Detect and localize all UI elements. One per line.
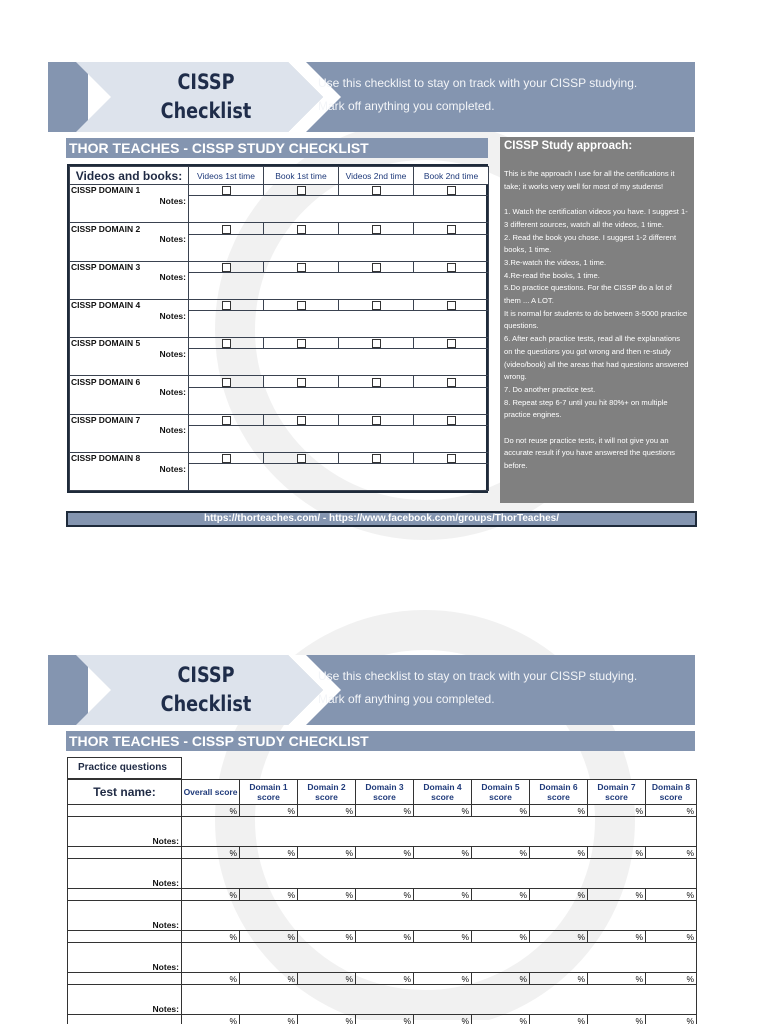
notes-field[interactable] xyxy=(189,311,489,338)
score-field[interactable]: % xyxy=(414,973,472,985)
score-field[interactable]: % xyxy=(588,805,646,817)
col-header: Videos 2nd time xyxy=(339,167,414,185)
score-field[interactable]: % xyxy=(472,889,530,901)
domain-label: CISSP DOMAIN 1 xyxy=(70,185,189,196)
domain-label: CISSP DOMAIN 8 xyxy=(70,452,189,463)
checkbox[interactable] xyxy=(372,339,381,348)
checkbox[interactable] xyxy=(372,378,381,387)
score-field[interactable]: % xyxy=(356,805,414,817)
col-header: Book 2nd time xyxy=(414,167,489,185)
notes-row xyxy=(68,943,697,973)
test-name-field[interactable] xyxy=(68,931,182,943)
domain-row xyxy=(70,261,489,272)
section-title: THOR TEACHES - CISSP STUDY CHECKLIST xyxy=(66,138,488,158)
checkbox[interactable] xyxy=(222,416,231,425)
col-header: Videos 1st time xyxy=(189,167,264,185)
domain-label: CISSP DOMAIN 5 xyxy=(70,338,189,349)
notes-field[interactable] xyxy=(182,901,697,931)
checkbox[interactable] xyxy=(222,225,231,234)
score-field[interactable]: % xyxy=(298,889,356,901)
checkbox[interactable] xyxy=(372,225,381,234)
score-field[interactable]: % xyxy=(646,805,697,817)
notes-field[interactable] xyxy=(182,943,697,973)
notes-label: Notes: xyxy=(70,464,189,491)
score-field[interactable]: % xyxy=(414,1015,472,1024)
domain-label: CISSP DOMAIN 2 xyxy=(70,223,189,234)
score-field[interactable]: % xyxy=(588,847,646,859)
score-field[interactable]: % xyxy=(588,973,646,985)
banner-title: CISSP Checklist xyxy=(160,663,252,716)
score-field[interactable]: % xyxy=(298,931,356,943)
score-field[interactable]: % xyxy=(356,1015,414,1024)
score-field[interactable]: % xyxy=(646,931,697,943)
score-field[interactable]: % xyxy=(472,1015,530,1024)
score-field[interactable]: % xyxy=(530,889,588,901)
score-field[interactable]: % xyxy=(414,805,472,817)
notes-label: Notes: xyxy=(68,985,182,1015)
notes-label: Notes: xyxy=(70,272,189,299)
notes-row xyxy=(70,425,489,452)
notes-row xyxy=(70,234,489,261)
notes-field[interactable] xyxy=(189,425,489,452)
score-field[interactable]: % xyxy=(356,931,414,943)
score-field[interactable]: % xyxy=(240,973,298,985)
checkbox[interactable] xyxy=(447,263,456,272)
notes-label: Notes: xyxy=(68,901,182,931)
test-name-field[interactable] xyxy=(68,805,182,817)
notes-field[interactable] xyxy=(182,985,697,1015)
test-row xyxy=(68,973,697,985)
notes-row xyxy=(70,196,489,223)
notes-label: Notes: xyxy=(70,196,189,223)
notes-label: Notes: xyxy=(68,943,182,973)
score-field[interactable]: % xyxy=(646,847,697,859)
banner-title: CISSP Checklist xyxy=(160,70,252,123)
score-field[interactable]: % xyxy=(240,847,298,859)
checkbox[interactable] xyxy=(222,263,231,272)
score-field[interactable]: % xyxy=(530,1015,588,1024)
practice-scores-table xyxy=(67,779,696,1024)
col-header: Overall score xyxy=(182,780,240,805)
col-header: Domain 3 score xyxy=(356,780,414,805)
checkbox[interactable] xyxy=(297,416,306,425)
score-field[interactable]: % xyxy=(182,973,240,985)
score-field[interactable]: % xyxy=(182,931,240,943)
checkbox[interactable] xyxy=(372,454,381,463)
test-row xyxy=(68,931,697,943)
score-field[interactable]: % xyxy=(588,1015,646,1024)
score-field[interactable]: % xyxy=(588,931,646,943)
score-field[interactable]: % xyxy=(414,931,472,943)
score-field[interactable]: % xyxy=(530,847,588,859)
score-field[interactable]: % xyxy=(472,973,530,985)
notes-label: Notes: xyxy=(70,387,189,414)
checkbox[interactable] xyxy=(222,186,231,195)
notes-field[interactable] xyxy=(182,859,697,889)
domain-label: CISSP DOMAIN 6 xyxy=(70,376,189,387)
checkbox[interactable] xyxy=(372,263,381,272)
col-header: Domain 5 score xyxy=(472,780,530,805)
test-name-field[interactable] xyxy=(68,973,182,985)
practice-questions-label: Practice questions xyxy=(67,757,182,779)
score-field[interactable]: % xyxy=(646,889,697,901)
notes-label: Notes: xyxy=(70,234,189,261)
domain-row xyxy=(70,299,489,310)
score-field[interactable]: % xyxy=(472,805,530,817)
test-name-field[interactable] xyxy=(68,847,182,859)
score-field[interactable]: % xyxy=(646,973,697,985)
test-name-header: Test name: xyxy=(68,780,182,805)
checkbox[interactable] xyxy=(297,263,306,272)
notes-field[interactable] xyxy=(182,817,697,847)
test-row xyxy=(68,847,697,859)
banner-subtitle-2: Mark off anything you completed. xyxy=(318,692,495,706)
notes-field[interactable] xyxy=(189,387,489,414)
score-field[interactable]: % xyxy=(530,805,588,817)
checkbox[interactable] xyxy=(222,301,231,310)
notes-label: Notes: xyxy=(70,311,189,338)
banner-subtitle-2: Mark off anything you completed. xyxy=(318,99,495,113)
score-field[interactable]: % xyxy=(298,1015,356,1024)
notes-row xyxy=(68,901,697,931)
videos-books-header: Videos and books: xyxy=(70,167,189,185)
test-name-field[interactable] xyxy=(68,1015,182,1024)
notes-field[interactable] xyxy=(189,196,489,223)
notes-row xyxy=(70,464,489,491)
col-header: Book 1st time xyxy=(264,167,339,185)
domain-row xyxy=(70,338,489,349)
domain-row xyxy=(70,185,489,196)
notes-row xyxy=(70,349,489,376)
score-field[interactable]: % xyxy=(240,889,298,901)
notes-field[interactable] xyxy=(189,464,489,491)
notes-label: Notes: xyxy=(68,859,182,889)
checkbox[interactable] xyxy=(447,186,456,195)
checkbox[interactable] xyxy=(222,339,231,348)
checkbox[interactable] xyxy=(447,454,456,463)
checkbox[interactable] xyxy=(447,301,456,310)
notes-label: Notes: xyxy=(70,425,189,452)
score-field[interactable]: % xyxy=(472,847,530,859)
score-field[interactable]: % xyxy=(240,1015,298,1024)
approach-body: This is the approach I use for all the certifications it take; it works very well for most of my students! 1. Watch the certification videos you have. I suggest 1-3 different sources, watch all the videos, 1 time. 2. Read the book you chose. I suggest 1-2 different books, 1 time. 3.Re-watch the videos, 1 time. 4.Re-read the books, 1 time. 5.Do practice questions. For the CISSP do a lot of them ... A LOT. It is normal for students to do between 3-5000 practice questions. 6. After each practice tests, read all the explanations on the questions you got wrong and then re-study (video/book) all the areas that had questions answered wrong. 7. Do another practice test. 8. Repeat step 6-7 until you hit 80%+ on multiple practice engines. Do not reuse practice tests, it will not give you an accurate result if you have answered the questions before. xyxy=(504,169,689,471)
checkbox[interactable] xyxy=(297,454,306,463)
checkbox[interactable] xyxy=(297,186,306,195)
domain-label: CISSP DOMAIN 4 xyxy=(70,299,189,310)
checkbox[interactable] xyxy=(447,225,456,234)
notes-row xyxy=(70,272,489,299)
test-row xyxy=(68,805,697,817)
checkbox[interactable] xyxy=(447,339,456,348)
score-field[interactable]: % xyxy=(414,847,472,859)
score-field[interactable]: % xyxy=(240,931,298,943)
col-header: Domain 6 score xyxy=(530,780,588,805)
notes-field[interactable] xyxy=(189,272,489,299)
study-approach-box xyxy=(500,137,694,503)
domain-row xyxy=(70,414,489,425)
notes-row xyxy=(70,311,489,338)
score-field[interactable]: % xyxy=(240,805,298,817)
score-field[interactable]: % xyxy=(298,847,356,859)
checkbox[interactable] xyxy=(222,454,231,463)
banner-subtitle-1: Use this checklist to stay on track with your CISSP studying. xyxy=(318,76,638,90)
domain-row xyxy=(70,452,489,463)
notes-label: Notes: xyxy=(68,817,182,847)
domain-row xyxy=(70,376,489,387)
col-header: Domain 4 score xyxy=(414,780,472,805)
footer-links[interactable]: https://thorteaches.com/ - https://www.facebook.com/groups/ThorTeaches/ xyxy=(66,511,697,527)
checkbox[interactable] xyxy=(447,416,456,425)
notes-field[interactable] xyxy=(189,349,489,376)
study-checklist-table xyxy=(67,164,488,493)
checkbox[interactable] xyxy=(447,378,456,387)
domain-label: CISSP DOMAIN 7 xyxy=(70,414,189,425)
test-name-field[interactable] xyxy=(68,889,182,901)
score-field[interactable]: % xyxy=(588,889,646,901)
checkbox[interactable] xyxy=(372,301,381,310)
checkbox[interactable] xyxy=(297,378,306,387)
checkbox[interactable] xyxy=(297,301,306,310)
checkbox[interactable] xyxy=(372,416,381,425)
checkbox[interactable] xyxy=(297,225,306,234)
checkbox[interactable] xyxy=(372,186,381,195)
notes-row xyxy=(70,387,489,414)
notes-row xyxy=(68,985,697,1015)
test-row xyxy=(68,889,697,901)
banner-subtitle-1: Use this checklist to stay on track with your CISSP studying. xyxy=(318,669,638,683)
score-field[interactable]: % xyxy=(530,973,588,985)
score-field[interactable]: % xyxy=(182,805,240,817)
score-field[interactable]: % xyxy=(414,889,472,901)
checkbox[interactable] xyxy=(297,339,306,348)
notes-label: Notes: xyxy=(70,349,189,376)
col-header: Domain 8 score xyxy=(646,780,697,805)
test-row xyxy=(68,1015,697,1024)
score-field[interactable]: % xyxy=(182,847,240,859)
col-header: Domain 7 score xyxy=(588,780,646,805)
col-header: Domain 2 score xyxy=(298,780,356,805)
score-field[interactable]: % xyxy=(356,847,414,859)
score-field[interactable]: % xyxy=(298,805,356,817)
notes-row xyxy=(68,817,697,847)
score-field[interactable]: % xyxy=(530,931,588,943)
score-field[interactable]: % xyxy=(182,889,240,901)
score-field[interactable]: % xyxy=(472,931,530,943)
section-title: THOR TEACHES - CISSP STUDY CHECKLIST xyxy=(66,731,695,751)
score-field[interactable]: % xyxy=(646,1015,697,1024)
score-field[interactable]: % xyxy=(356,973,414,985)
approach-title: CISSP Study approach: xyxy=(504,140,633,152)
banner-bottom xyxy=(48,655,695,725)
score-field[interactable]: % xyxy=(298,973,356,985)
checkbox[interactable] xyxy=(222,378,231,387)
notes-row xyxy=(68,859,697,889)
score-field[interactable]: % xyxy=(182,1015,240,1024)
domain-row xyxy=(70,223,489,234)
notes-field[interactable] xyxy=(189,234,489,261)
banner-top xyxy=(48,62,695,132)
col-header: Domain 1 score xyxy=(240,780,298,805)
domain-label: CISSP DOMAIN 3 xyxy=(70,261,189,272)
score-field[interactable]: % xyxy=(356,889,414,901)
